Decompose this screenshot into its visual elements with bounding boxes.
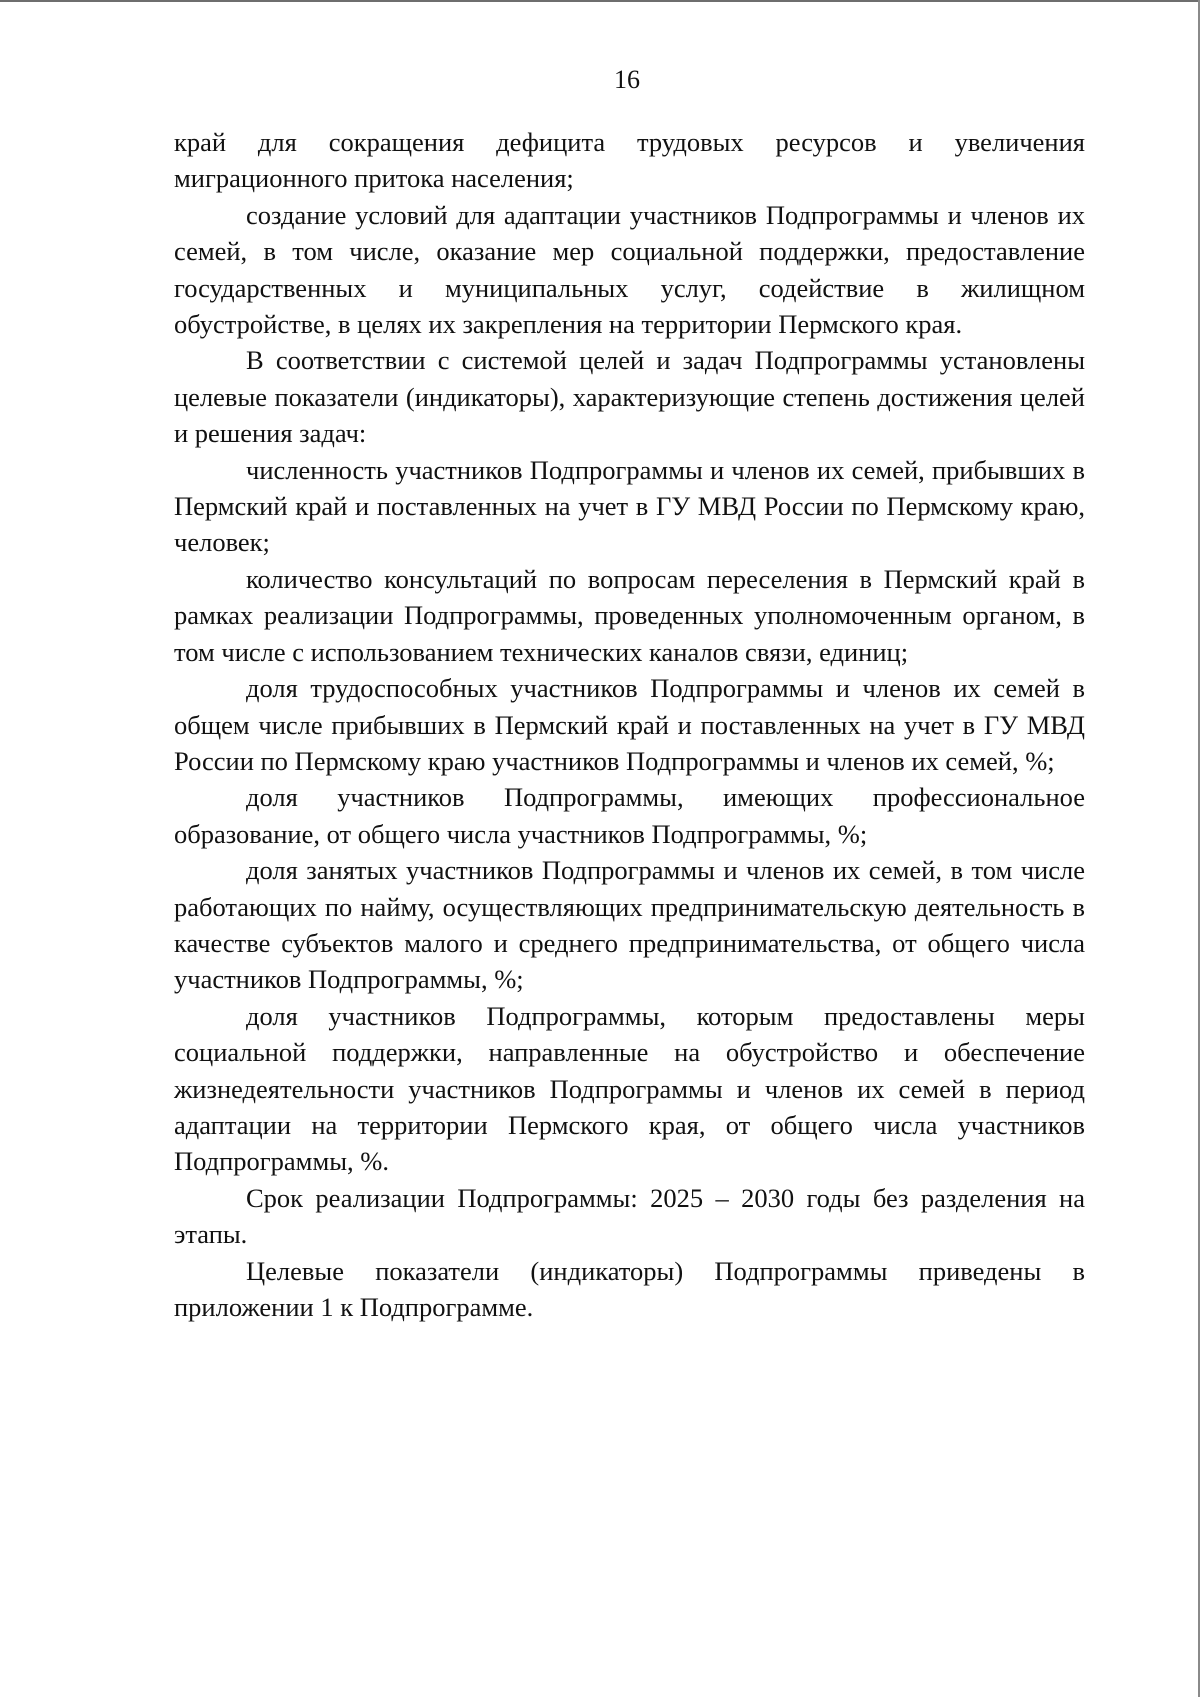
indicator-employed-share: доля занятых участников Подпрограммы и членов их семей, в том числе работающих по найму, осуществляющих предпринимательскую деятельность в качестве субъектов малого и среднего предпринимательства, от общего числа участников Подпрограммы, %; bbox=[174, 855, 1085, 995]
page-number: 16 bbox=[614, 65, 640, 94]
indicator-participants-count: численность участников Подпрограммы и членов их семей, прибывших в Пермский край и поставленных на учет в ГУ МВД России по Пермскому краю, человек; bbox=[174, 454, 1085, 558]
indicator-consultations-count: количество консультаций по вопросам переселения в Пермский край в рамках реализации Подпрограммы, проведенных уполномоченным органом, в том числе с использованием технических каналов связи, единиц; bbox=[174, 563, 1085, 667]
paragraph-appendix-reference: Целевые показатели (индикаторы) Подпрограммы приведены в приложении 1 к Подпрограмме. bbox=[174, 1255, 1085, 1322]
indicator-able-bodied-share: доля трудоспособных участников Подпрограммы и членов их семей в общем числе прибывших в Пермский край и поставленных на учет в ГУ МВД России по Пермскому краю участников Подпрограммы и членов их семей, %; bbox=[174, 673, 1085, 776]
paragraph-adaptation-conditions: создание условий для адаптации участников Подпрограммы и членов их семей, в том числе, оказание мер социальной поддержки, предоставление государственных и муниципальных услуг, содействие в жилищном обустройстве, в целях их закрепления на территории Пермского края. bbox=[174, 199, 1085, 340]
indicator-social-support-share: доля участников Подпрограммы, которым предоставлены меры социальной поддержки, направленные на обустройство и обеспечение жизнедеятельности участников Подпрограммы и членов их семей в период адаптации на территории Пермского края, от общего числа участников Подпрограммы, %. bbox=[174, 1000, 1085, 1177]
paragraph-target-indicators-intro: В соответствии с системой целей и задач Подпрограммы установлены целевые показатели (индикаторы), характеризующие степень достижения целей и решения задач: bbox=[174, 345, 1085, 449]
document-body bbox=[174, 124, 1085, 1325]
indicator-professional-education-share: доля участников Подпрограммы, имеющих профессиональное образование, от общего числа участников Подпрограммы, %; bbox=[174, 782, 1085, 849]
paragraph-implementation-period: Срок реализации Подпрограммы: 2025 – 2030 годы без разделения на этапы. bbox=[174, 1182, 1085, 1250]
paragraph-continuation: край для сокращения дефицита трудовых ресурсов и увеличения миграционного притока населения; bbox=[174, 127, 1085, 194]
scan-top-edge bbox=[0, 0, 1200, 2]
